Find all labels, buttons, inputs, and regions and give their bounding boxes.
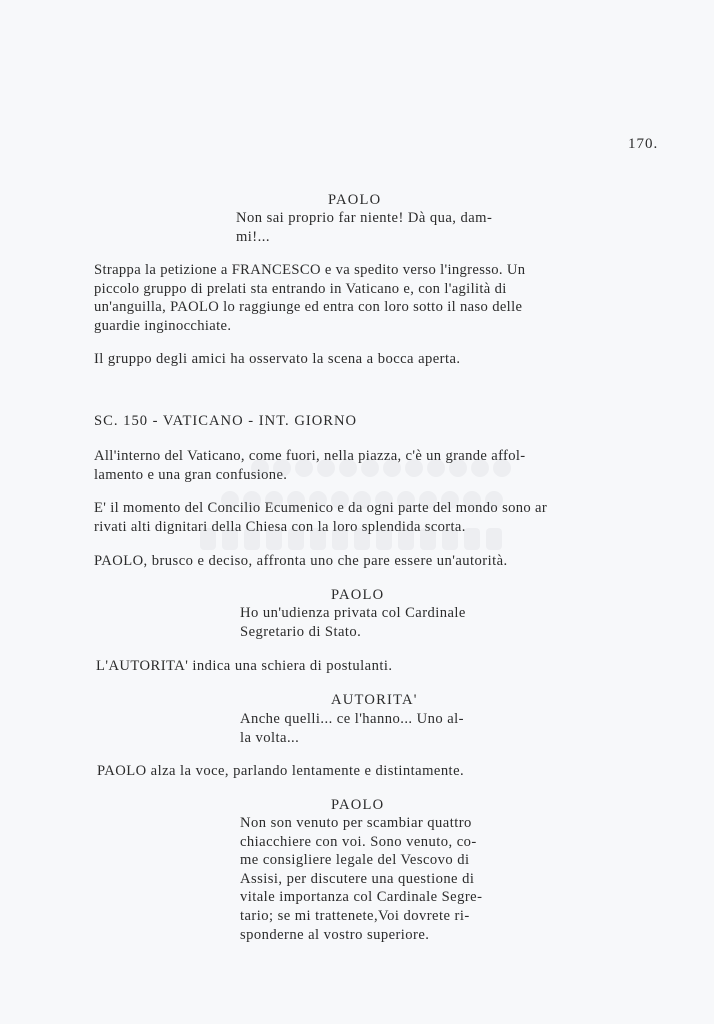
dialogue-line: Segretario di Stato. <box>240 623 362 640</box>
dialogue-line: sponderne al vostro superiore. <box>240 926 430 943</box>
action-line: PAOLO alza la voce, parlando lentamente e distintamente. <box>97 763 465 779</box>
dialogue-line: la volta... <box>240 729 300 746</box>
dialogue-line: Anche quelli... ce l'hanno... Uno al- <box>240 711 464 727</box>
action-line: guardie inginocchiate. <box>94 317 232 334</box>
action-line: L'AUTORITA' indica una schiera di postulanti. <box>96 658 393 674</box>
action-paragraph <box>94 261 525 335</box>
action-line: All'interno del Vaticano, come fuori, nella piazza, c'è un grande affol- <box>94 448 526 464</box>
dialogue-line: Ho un'udienza privata col Cardinale <box>240 605 466 621</box>
speaker-name: PAOLO <box>331 797 385 813</box>
dialogue-line: mi!... <box>236 228 270 245</box>
scene-heading: SC. 150 - VATICANO - INT. GIORNO <box>94 413 358 429</box>
action-line: piccolo gruppo di prelati sta entrando in Vaticano e, con l'agilità di <box>94 280 507 297</box>
page-number: 170. <box>628 136 659 152</box>
dialogue-line: Non sai proprio far niente! Dà qua, dam- <box>236 210 493 226</box>
action-line: E' il momento del Concilio Ecumenico e da ogni parte del mondo sono ar <box>94 500 548 516</box>
speaker-name: PAOLO <box>331 587 385 603</box>
action-paragraph <box>94 499 547 536</box>
action-line: PAOLO, brusco e deciso, affronta uno che pare essere un'autorità. <box>94 553 508 569</box>
dialogue-line: vitale importanza col Cardinale Segre- <box>240 889 483 906</box>
action-paragraph <box>94 447 526 484</box>
dialogue-line: chiacchiere con voi. Sono venuto, co- <box>240 833 477 850</box>
dialogue-line: me consigliere legale del Vescovo di <box>240 852 470 869</box>
dialogue <box>236 209 492 246</box>
action-line: Il gruppo degli amici ha osservato la scena a bocca aperta. <box>94 351 461 367</box>
dialogue-line: Assisi, per discutere una questione di <box>240 870 475 887</box>
dialogue <box>240 710 464 747</box>
action-line: lamento e una gran confusione. <box>94 466 288 483</box>
speaker-name: AUTORITA' <box>331 692 418 708</box>
action-line: Strappa la petizione a FRANCESCO e va spedito verso l'ingresso. Un <box>94 262 526 278</box>
dialogue <box>240 604 466 641</box>
action-line: rivati alti dignitari della Chiesa con la loro splendida scorta. <box>94 518 466 535</box>
dialogue-line: tario; se mi trattenete,Voi dovrete ri- <box>240 907 470 924</box>
dialogue-line: Non son venuto per scambiar quattro <box>240 815 472 831</box>
action-line: un'anguilla, PAOLO lo raggiunge ed entra con loro sotto il naso delle <box>94 299 523 316</box>
dialogue <box>240 814 482 944</box>
speaker-name: PAOLO <box>328 192 382 208</box>
